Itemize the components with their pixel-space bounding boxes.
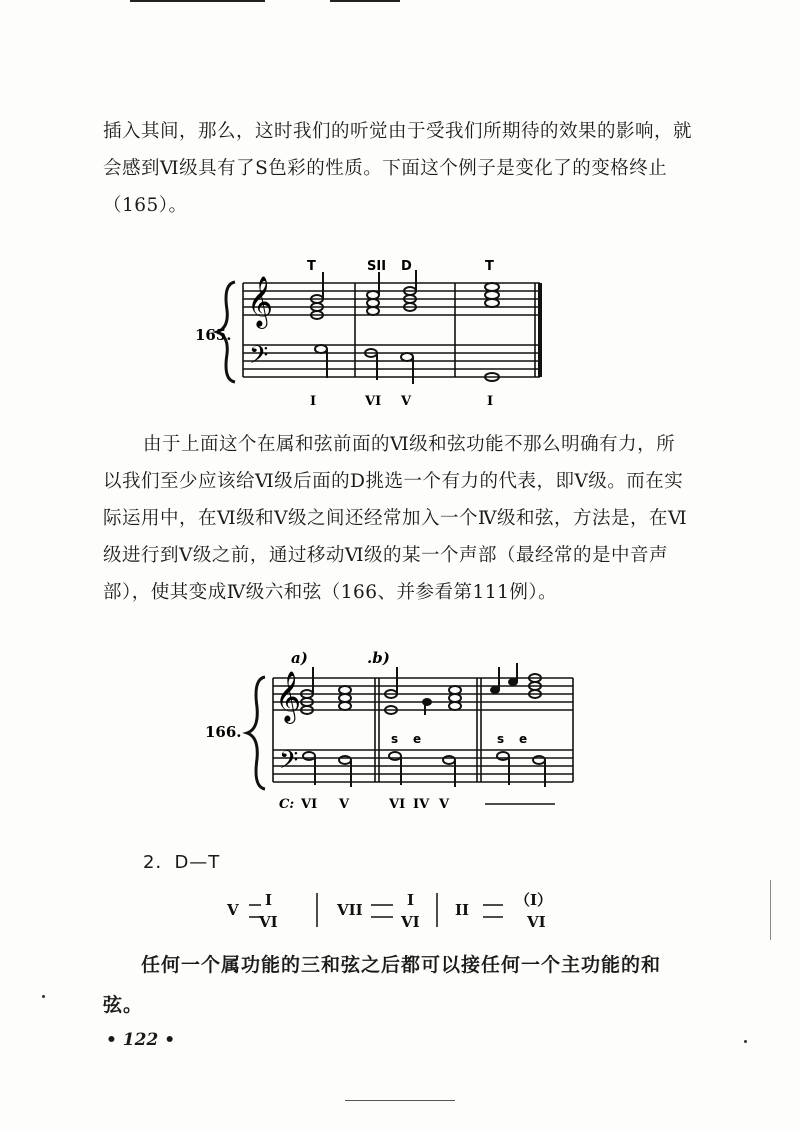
func-label-d: D	[401, 259, 412, 274]
func-label-sii: SII	[367, 259, 387, 274]
degree-label: I	[487, 394, 494, 409]
speck	[744, 1040, 747, 1043]
func-label-t1: T	[307, 259, 316, 274]
figure-s: s	[497, 732, 505, 746]
label-b: .b)	[367, 649, 390, 667]
top-rule-right	[330, 0, 400, 2]
formula-top: I	[265, 891, 273, 909]
degree-label: I	[310, 394, 317, 409]
label-a: a)	[291, 649, 308, 667]
bottom-rule	[345, 1100, 455, 1101]
progression-formula	[225, 883, 585, 933]
formula-top: I	[407, 891, 415, 909]
music-example-165	[195, 250, 555, 410]
key-label: C:	[279, 797, 295, 812]
paragraph-2: 由于上面这个在属和弦前面的Ⅵ级和弦功能不那么明确有力，所以我们至少应该给Ⅵ级后面的D挑选一个有力的代表，即Ⅴ级。而在实际运用中，在Ⅵ级和Ⅴ级之间还经常加入一个Ⅳ级和弦，方法是，在Ⅵ级进行到Ⅴ级之前，通过移动Ⅵ级的某一个声部（最经常的是中音声部），使其变成Ⅳ级六和弦（166、并参看第111例）。	[103, 434, 688, 603]
treble-notes-166	[301, 663, 541, 715]
degree-label: IV	[413, 797, 430, 812]
score-165-svg	[195, 250, 555, 410]
figure-e: e	[413, 732, 422, 746]
formula-left: II	[455, 901, 470, 919]
example-number-166: 166.	[205, 723, 242, 741]
formula-bottom: VI	[401, 913, 420, 931]
formula-left: VII	[337, 901, 363, 919]
bass-staff-165	[243, 345, 540, 377]
formula-bottom: VI	[259, 913, 278, 931]
speck	[42, 995, 45, 998]
formula-top: （I）	[515, 891, 553, 909]
treble-clef-166: 𝄞	[275, 671, 302, 722]
score-166-svg	[195, 645, 585, 825]
formula-left: V	[227, 901, 239, 919]
degree-label: VI	[365, 394, 382, 409]
right-edge-mark	[770, 880, 771, 940]
top-rule-left	[130, 0, 265, 2]
degree-label: V	[339, 797, 350, 812]
section-title: 2．D—T	[143, 852, 221, 873]
bass-staff-166	[273, 750, 573, 782]
bass-notes-165	[315, 345, 499, 384]
music-example-166	[195, 645, 585, 825]
barlines-165	[243, 283, 540, 377]
treble-clef-165: 𝄞	[247, 276, 274, 327]
figure-e: e	[519, 732, 528, 746]
brace-166	[247, 677, 265, 789]
example-number-165: 165.	[195, 326, 232, 344]
paragraph-1: 插入其间，那么，这时我们的听觉由于受我们所期待的效果的影响，就会感到Ⅵ级具有了S色彩的性质。下面这个例子是变化了的变格终止（165）。	[103, 121, 693, 216]
degree-label: V	[401, 394, 412, 409]
page-number: • 122 •	[106, 1030, 176, 1050]
treble-chords-165	[311, 270, 499, 319]
degree-label: VI	[389, 797, 406, 812]
figure-s: s	[391, 732, 399, 746]
bass-clef-166: 𝄢	[279, 746, 299, 781]
formula-svg	[225, 883, 585, 933]
degree-label: V	[439, 797, 450, 812]
paragraph-3: 任何一个属功能的三和弦之后都可以接任何一个主功能的和弦。	[103, 954, 662, 1016]
degree-label: VI	[301, 797, 318, 812]
func-label-t2: T	[485, 259, 494, 274]
formula-bottom: VI	[527, 913, 546, 931]
bass-clef-165: 𝄢	[249, 341, 269, 376]
